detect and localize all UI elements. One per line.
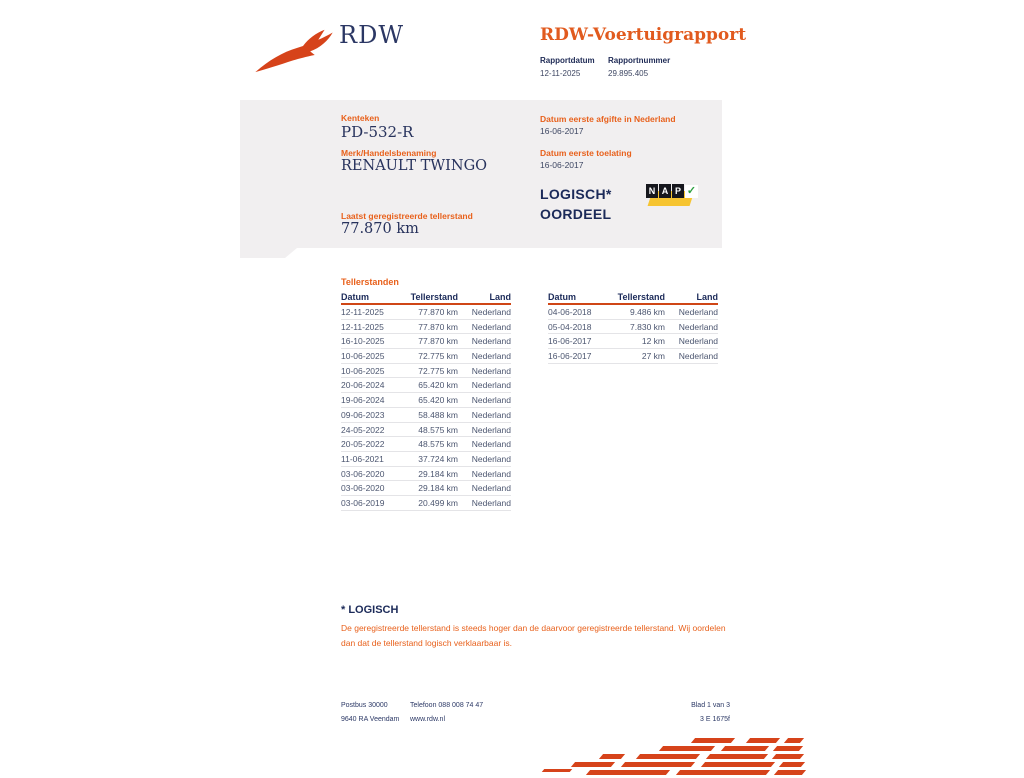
tellerstanden-section-title: Tellerstanden <box>341 277 399 287</box>
table-row <box>341 423 511 438</box>
footer-website-link[interactable]: www.rdw.nl <box>410 716 446 723</box>
cell-datum: 10-06-2025 <box>341 365 385 376</box>
cell-land: Nederland <box>678 307 718 317</box>
cell-tellerstand: 48.575 km <box>418 439 458 450</box>
table-row <box>548 349 718 364</box>
cell-datum: 20-05-2022 <box>341 439 385 450</box>
oordeel-line1: LOGISCH* <box>540 186 612 202</box>
kenteken-label: Kenteken <box>341 113 380 123</box>
cell-land: Nederland <box>471 424 511 435</box>
cell-land: Nederland <box>471 351 511 362</box>
cell-land: Nederland <box>678 321 718 332</box>
table-row <box>341 437 511 452</box>
oordeel-verdict-text <box>540 184 612 224</box>
rdw-logo-text: RDW <box>339 21 404 49</box>
cell-land: Nederland <box>471 453 511 464</box>
header-land: Land <box>696 292 718 302</box>
toelating-label: Datum eerste toelating <box>540 148 632 158</box>
table-row <box>341 334 511 349</box>
merk-value: RENAULT TWINGO <box>341 158 488 174</box>
cell-tellerstand: 65.420 km <box>418 380 458 391</box>
header-tellerstand: Tellerstand <box>410 292 458 302</box>
table-row <box>341 393 511 408</box>
verdict-title: * LOGISCH <box>341 604 399 616</box>
nap-letter-n: N <box>646 184 658 198</box>
cell-tellerstand: 20.499 km <box>418 497 458 508</box>
odometer-table-left <box>341 291 511 511</box>
oordeel-line2: OORDEEL <box>540 206 612 222</box>
footer-phone: Telefoon 088 008 74 47 <box>410 702 484 709</box>
table-row <box>548 305 718 320</box>
cell-land: Nederland <box>471 409 511 420</box>
cell-land: Nederland <box>471 336 511 347</box>
verdict-body: De geregistreerde tellerstand is steeds hoger dan de daarvoor geregistreerde tellerstand. Wij oordelen dan dat de tellerstand logisch verklaarbaar is. <box>341 623 726 648</box>
cell-datum: 11-06-2021 <box>341 453 384 464</box>
cell-tellerstand: 77.870 km <box>418 321 458 332</box>
page-title: RDW-Voertuigrapport <box>540 25 747 45</box>
cell-tellerstand: 37.724 km <box>418 453 458 464</box>
table-row <box>548 320 718 335</box>
table-row <box>341 496 511 511</box>
cell-datum: 03-06-2019 <box>341 497 385 508</box>
left-table-rows <box>341 305 511 511</box>
kenteken-value: PD-532-R <box>341 123 414 141</box>
cell-datum: 12-11-2025 <box>341 321 384 332</box>
cell-datum: 16-06-2017 <box>548 336 592 347</box>
nap-letter-p: P <box>672 184 684 198</box>
cell-tellerstand: 29.184 km <box>418 483 458 494</box>
cell-datum: 04-06-2018 <box>548 307 592 317</box>
table-row <box>341 320 511 335</box>
tellerstand-value: 77.870 km <box>341 221 419 237</box>
table-row <box>341 305 511 320</box>
toelating-value: 16-06-2017 <box>540 160 584 170</box>
cell-datum: 05-04-2018 <box>548 321 592 332</box>
report-date-value: 12-11-2025 <box>540 69 581 78</box>
cell-datum: 19-06-2024 <box>341 395 385 406</box>
table-row <box>341 481 511 496</box>
cell-datum: 03-06-2020 <box>341 468 385 479</box>
cell-datum: 16-06-2017 <box>548 351 592 362</box>
table-row <box>548 334 718 349</box>
nap-letter-a: A <box>659 184 671 198</box>
cell-tellerstand: 29.184 km <box>418 468 458 479</box>
nap-logo <box>646 184 698 210</box>
footer-stripes-graphic <box>543 738 805 778</box>
table-row <box>341 408 511 423</box>
odometer-table-right <box>548 291 718 364</box>
cell-land: Nederland <box>471 497 511 508</box>
footer-doc-code: 3 E 1675f <box>700 716 730 723</box>
table-header-row <box>548 291 718 305</box>
cell-tellerstand: 12 km <box>641 336 665 347</box>
cell-land: Nederland <box>471 468 511 479</box>
cell-land: Nederland <box>471 439 511 450</box>
cell-datum: 10-06-2025 <box>341 351 385 362</box>
header-tellerstand: Tellerstand <box>617 292 665 302</box>
tellerstand-label: Laatst geregistreerde tellerstand <box>341 211 473 221</box>
afgifte-label: Datum eerste afgifte in Nederland <box>540 114 676 124</box>
rdw-wing-logo-icon <box>254 28 334 73</box>
table-header-row <box>341 291 511 305</box>
vehicle-info-panel <box>240 100 722 248</box>
header-land: Land <box>489 292 511 302</box>
cell-land: Nederland <box>678 336 718 347</box>
cell-datum: 16-10-2025 <box>341 336 385 347</box>
cell-tellerstand: 58.488 km <box>418 409 458 420</box>
table-row <box>341 467 511 482</box>
header-datum: Datum <box>548 292 577 302</box>
cell-land: Nederland <box>471 365 511 376</box>
table-row <box>341 378 511 393</box>
table-row <box>341 349 511 364</box>
footer-address-line1: Postbus 30000 <box>341 702 388 709</box>
cell-tellerstand: 48.575 km <box>418 424 458 435</box>
cell-land: Nederland <box>471 321 511 332</box>
cell-tellerstand: 65.420 km <box>418 395 458 406</box>
report-meta <box>540 56 760 88</box>
footer-address-line2: 9640 RA Veendam <box>341 716 400 723</box>
cell-tellerstand: 72.775 km <box>418 351 458 362</box>
cell-land: Nederland <box>471 380 511 391</box>
right-table-rows <box>548 305 718 364</box>
report-date-label: Rapportdatum <box>540 56 595 65</box>
report-number-label: Rapportnummer <box>608 56 671 65</box>
cell-datum: 09-06-2023 <box>341 409 385 420</box>
cell-land: Nederland <box>678 351 718 362</box>
cell-land: Nederland <box>471 307 511 317</box>
table-row <box>341 452 511 467</box>
footer-page-number: Blad 1 van 3 <box>691 702 730 709</box>
cell-datum: 12-11-2025 <box>341 307 384 317</box>
cell-datum: 03-06-2020 <box>341 483 385 494</box>
merk-label: Merk/Handelsbenaming <box>341 148 437 158</box>
cell-datum: 24-05-2022 <box>341 424 385 435</box>
afgifte-value: 16-06-2017 <box>540 126 584 136</box>
cell-tellerstand: 77.870 km <box>418 307 458 317</box>
cell-land: Nederland <box>471 483 511 494</box>
header-datum: Datum <box>341 292 370 302</box>
cell-tellerstand: 77.870 km <box>418 336 458 347</box>
table-row <box>341 364 511 379</box>
cell-land: Nederland <box>471 395 511 406</box>
cell-datum: 20-06-2024 <box>341 380 385 391</box>
report-number-value: 29.895.405 <box>608 69 649 78</box>
cell-tellerstand: 27 km <box>641 351 665 362</box>
cell-tellerstand: 7.830 km <box>630 321 665 332</box>
cell-tellerstand: 72.775 km <box>418 365 458 376</box>
nap-checkmark-icon: ✓ <box>686 185 697 197</box>
cell-tellerstand: 9.486 km <box>630 307 665 317</box>
